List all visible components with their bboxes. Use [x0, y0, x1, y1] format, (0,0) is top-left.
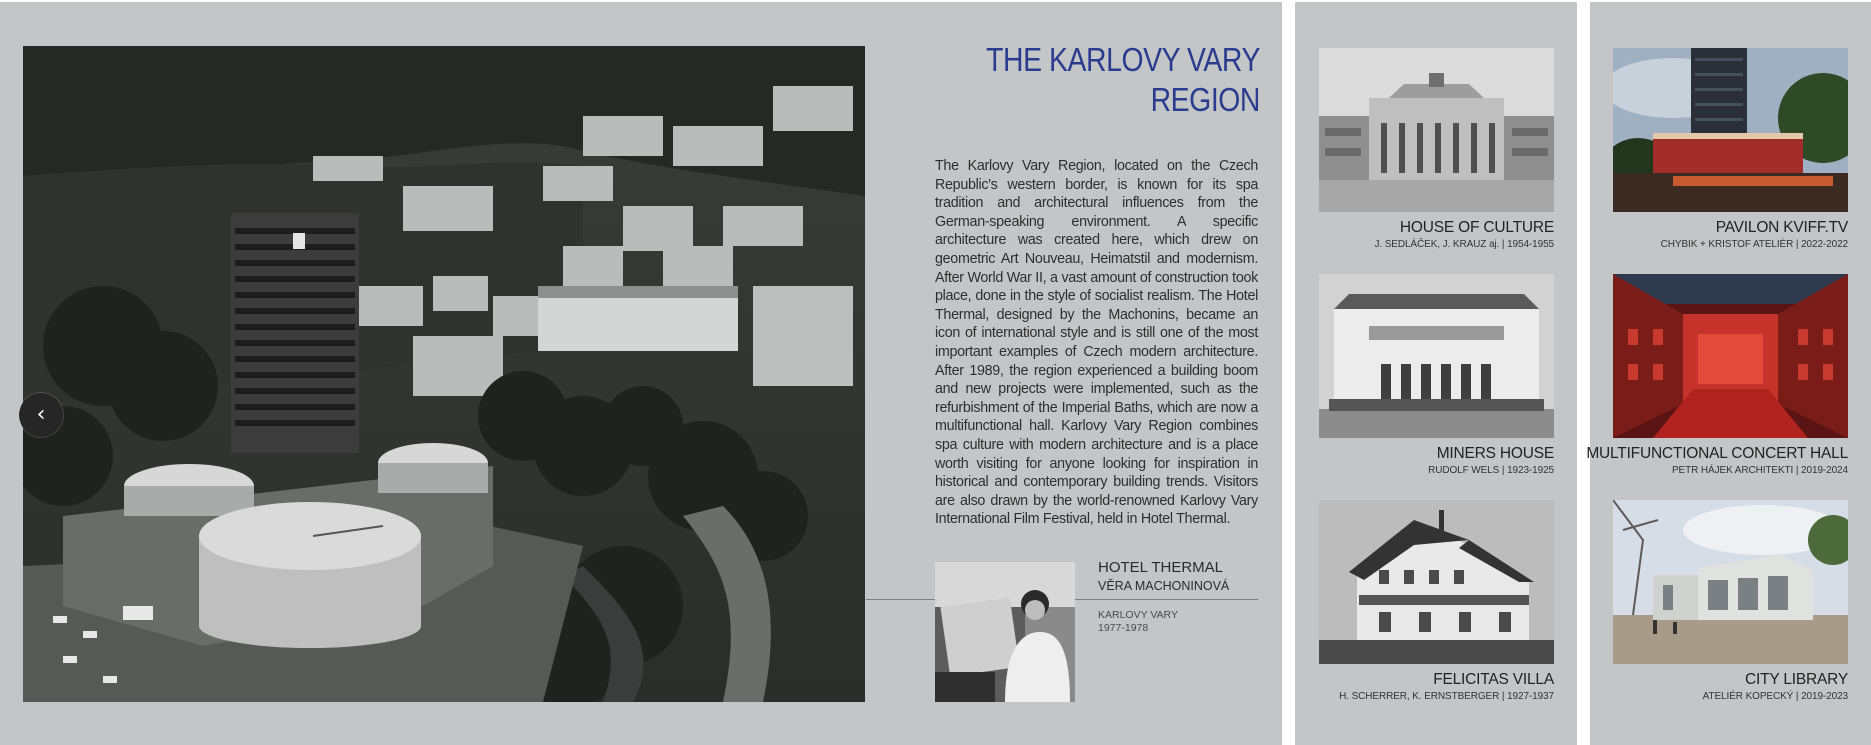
featured-architect: VĚRA MACHONINOVÁ [1098, 579, 1230, 593]
project-credit: H. SCHERRER, K. ERNSTBERGER | 1927-1937 [1339, 691, 1554, 702]
project-credit: ATELIÉR KOPECKÝ | 2019-2023 [1702, 691, 1848, 702]
miners-house-photo[interactable] [1319, 274, 1554, 438]
project-credit: RUDOLF WELS | 1923-1925 [1428, 465, 1554, 476]
project-name[interactable]: PAVILON KVIFF.TV [1715, 219, 1848, 236]
featured-location: KARLOVY VARY [1098, 609, 1178, 621]
featured-years: 1977-1978 [1098, 622, 1149, 634]
project-name[interactable]: HOUSE OF CULTURE [1399, 219, 1554, 236]
hotel-thermal-aerial-photo [23, 46, 865, 702]
chevron-left-icon: ‹ [36, 402, 46, 427]
page-title-line-2: REGION [1150, 81, 1260, 118]
felicitas-villa-photo[interactable] [1319, 500, 1554, 664]
project-credit: PETR HÁJEK ARCHITEKTI | 2019-2024 [1671, 465, 1848, 476]
region-description: The Karlovy Vary Region, located on the Czech Republic's western border, is known for its spa tradition and architectural influences from the German-speaking environment. A specific architecture was created here, which drew on geometric Art Nouveau, Heimatstil and modernism. After World War II, a vast amount of construction took place, done in the style of socialist realism. The Hotel Thermal, designed by the Machonins, became an icon of international style and is still one of the most important examples of Czech modern architecture. After 1989, the region experienced a building boom and new projects were implemented, such as the refurbishment of the Imperial Baths, which are now a multifunctional hall. Karlovy Vary Region combines spa culture with modern architecture and is a place worth visiting for anyone looking for inspiration in historical and contemporary building trends. Visitors are also drawn by the world-renowned Karlovy Vary International Film Festival, held in Hotel Thermal. [935, 158, 1258, 528]
house-of-culture-photo[interactable] [1319, 48, 1554, 212]
concert-hall-photo[interactable] [1613, 274, 1848, 438]
page-title-line-1: THE KARLOVY VARY [986, 41, 1260, 78]
project-name[interactable]: FELICITAS VILLA [1433, 671, 1554, 688]
previous-slide-button[interactable] [19, 393, 63, 437]
city-library-photo[interactable] [1613, 500, 1848, 664]
page-title [976, 40, 1260, 120]
pavilon-kviff-photo[interactable] [1613, 48, 1848, 212]
project-name[interactable]: MULTIFUNCTIONAL CONCERT HALL [1586, 445, 1848, 462]
project-name[interactable]: MINERS HOUSE [1436, 445, 1554, 462]
project-credit: CHYBIK + KRISTOF ATELIÉR | 2022-2022 [1660, 239, 1848, 250]
architect-portrait-photo [935, 562, 1075, 702]
project-credit: J. SEDLÁČEK, J. KRAUZ aj. | 1954-1955 [1374, 239, 1554, 250]
project-name[interactable]: CITY LIBRARY [1745, 671, 1848, 688]
featured-building-name: HOTEL THERMAL [1098, 559, 1224, 576]
